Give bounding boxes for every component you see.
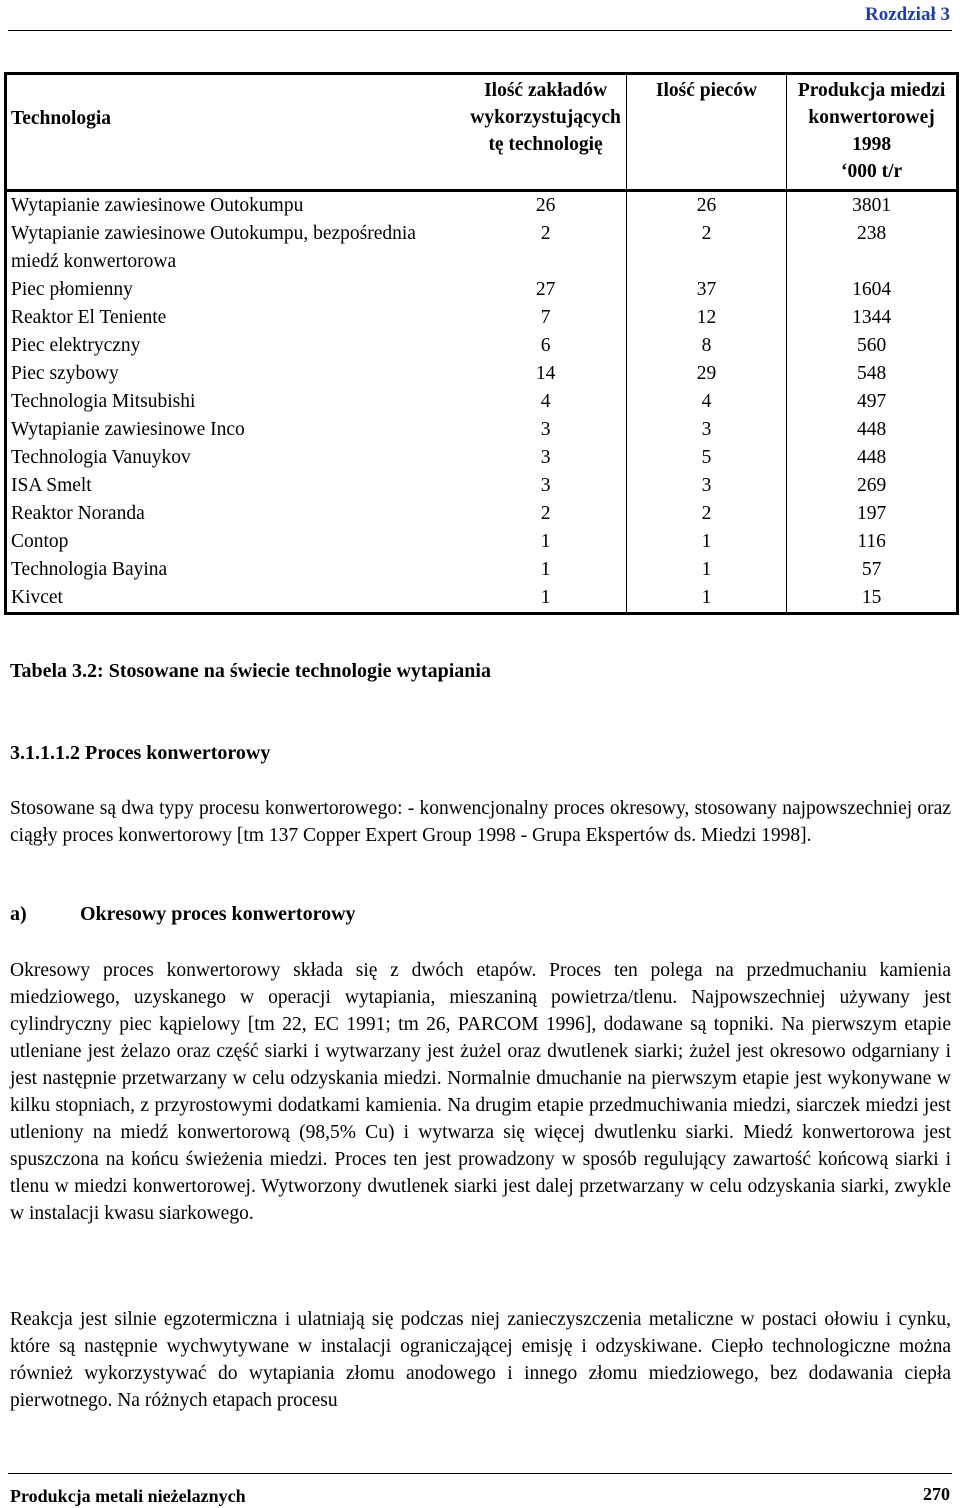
header-production-unit: ‘000 t/r <box>841 161 903 182</box>
table-row <box>6 416 958 444</box>
cell-production: 560 <box>787 332 958 360</box>
table-row <box>6 556 958 584</box>
subsection-title: Okresowy proces konwertorowy <box>80 903 356 925</box>
cell-production: 497 <box>787 388 958 416</box>
paragraph-batch-process: Okresowy proces konwertorowy składa się z dwóch etapów. Proces ten polega na przedmuchaniu kamienia miedziowego, uzyskanego w operacji wytapiania, mieszaniną powietrza/tlenu. Najpowszechniej używany jest cylindryczny piec kąpielowy [tm 22, EC 1991; tm 26, PARCOM 1996], dodawane są topniki. Na pierwszym etapie utleniane jest żelazo oraz część siarki i wytwarzany jest żużel oraz dwutlenek siarki; żużel jest okresowo odgarniany i jest następnie przetwarzany w celu odzyskania miedzi. Normalnie dmuchanie na pierwszym etapie jest wykonywane w kilku stopniach, z przyrostowymi dodatkami kamienia. Na drugim etapie przedmuchiwania miedzi, siarczek miedzi jest utleniony na miedź konwertorową (98,5% Cu) i wytwarza się więcej dwutlenku siarki. Miedź konwertorowa jest spuszczona na końcu świeżenia miedzi. Proces ten jest prowadzony w sposób regulujący zawartość końcową siarki i tlenu w miedzi konwertorowej. Wytworzony dwutlenek siarki jest dalej przetwarzany w celu odzyskania siarki, zwykle w instalacji kwasu siarkowego. <box>10 960 951 1224</box>
cell-plants: 6 <box>540 335 551 356</box>
cell-production: 1344 <box>787 304 958 332</box>
technology-table <box>4 72 959 615</box>
table-row <box>6 388 958 416</box>
table-row <box>6 332 958 360</box>
table-row <box>6 191 958 221</box>
cell-furnaces: 8 <box>626 332 786 360</box>
cell-furnaces: 1 <box>626 584 786 614</box>
header-furnaces: Ilość pieców <box>626 74 786 191</box>
cell-production: 57 <box>787 556 958 584</box>
cell-furnaces: 5 <box>626 444 786 472</box>
cell-furnaces: 3 <box>626 472 786 500</box>
cell-plants: 7 <box>540 307 551 328</box>
cell-technology: Kivcet <box>11 587 63 608</box>
cell-technology: Technologia Vanuykov <box>11 447 191 468</box>
cell-furnaces: 2 <box>626 500 786 528</box>
cell-plants: 2 <box>540 223 551 244</box>
cell-plants: 3 <box>540 419 551 440</box>
header-production <box>787 74 958 191</box>
cell-production: 116 <box>787 528 958 556</box>
table-row <box>6 584 958 614</box>
table-row <box>6 444 958 472</box>
cell-plants: 26 <box>535 195 556 216</box>
cell-furnaces: 29 <box>626 360 786 388</box>
cell-furnaces: 2 <box>626 220 786 276</box>
cell-plants: 4 <box>540 391 551 412</box>
cell-plants: 1 <box>540 587 551 608</box>
cell-technology: Piec szybowy <box>11 363 119 384</box>
cell-technology: Piec elektryczny <box>11 335 141 356</box>
table-caption: Tabela 3.2: Stosowane na świecie technologie wytapiania <box>10 660 491 682</box>
cell-plants: 27 <box>535 279 556 300</box>
header-plants: Ilość zakładów wykorzystujących tę technologię <box>465 74 626 191</box>
cell-furnaces: 1 <box>626 556 786 584</box>
section-heading: 3.1.1.1.2 Proces konwertorowy <box>10 742 271 764</box>
paragraph-reaction: Reakcja jest silnie egzotermiczna i ulatniają się podczas niej zanieczyszczenia metaliczne w postaci ołowiu i cynku, które są następnie wychwytywane w instalacji ograniczającej emisję i odzyskiwane. Ciepło technologiczne można również wykorzystywać do wytapiania złomu anodowego i innego złomu miedziowego, bez dodawania ciepła pierwotnego. Na różnych etapach procesu <box>10 1309 951 1411</box>
cell-production: 238 <box>787 220 958 276</box>
paragraph-intro: Stosowane są dwa typy procesu konwertorowego: - konwencjonalny proces okresowy, stosowany najpowszechniej oraz ciągły proces konwertorowy [tm 137 Copper Expert Group 1998 - Grupa Ekspertów ds. Miedzi 1998]. <box>10 798 951 846</box>
cell-technology: Wytapianie zawiesinowe Outokumpu, bezpośrednia miedź konwertorowa <box>11 223 416 272</box>
cell-furnaces: 26 <box>626 191 786 221</box>
cell-technology: Technologia Mitsubishi <box>11 391 196 412</box>
cell-production: 448 <box>787 444 958 472</box>
table-row <box>6 276 958 304</box>
cell-technology: Wytapianie zawiesinowe Inco <box>11 419 245 440</box>
cell-technology: Contop <box>11 531 69 552</box>
table-row <box>6 220 958 276</box>
cell-production: 548 <box>787 360 958 388</box>
subsection-letter: a) <box>10 903 27 925</box>
footer-title: Produkcja metali nieżelaznych <box>10 1486 246 1506</box>
cell-plants: 14 <box>535 363 556 384</box>
cell-technology: Reaktor El Teniente <box>11 307 167 328</box>
cell-plants: 2 <box>540 503 551 524</box>
cell-technology: Piec płomienny <box>11 279 133 300</box>
table-row <box>6 500 958 528</box>
header-production-main: Produkcja miedzi konwertorowej 1998 <box>797 80 946 155</box>
cell-technology: ISA Smelt <box>11 475 92 496</box>
cell-furnaces: 1 <box>626 528 786 556</box>
cell-plants: 3 <box>540 475 551 496</box>
cell-production: 15 <box>787 584 958 614</box>
table-row <box>6 360 958 388</box>
cell-production: 448 <box>787 416 958 444</box>
table-body <box>6 191 958 614</box>
cell-plants: 1 <box>540 531 551 552</box>
cell-plants: 3 <box>540 447 551 468</box>
cell-production: 197 <box>787 500 958 528</box>
page-number: 270 <box>923 1484 950 1504</box>
cell-production: 269 <box>787 472 958 500</box>
cell-furnaces: 4 <box>626 388 786 416</box>
header-divider <box>8 30 952 31</box>
cell-plants: 1 <box>540 559 551 580</box>
header-technology: Technologia <box>6 74 466 191</box>
subsection-heading <box>10 903 356 926</box>
table-row <box>6 528 958 556</box>
cell-technology: Reaktor Noranda <box>11 503 145 524</box>
table-row <box>6 304 958 332</box>
table-header-row <box>6 74 958 191</box>
table-row <box>6 472 958 500</box>
cell-technology: Wytapianie zawiesinowe Outokumpu <box>11 195 304 216</box>
cell-technology: Technologia Bayina <box>11 559 168 580</box>
chapter-title: Rozdział 3 <box>865 4 950 25</box>
cell-production: 3801 <box>787 191 958 221</box>
cell-furnaces: 37 <box>626 276 786 304</box>
cell-furnaces: 3 <box>626 416 786 444</box>
cell-furnaces: 12 <box>626 304 786 332</box>
footer-divider <box>8 1473 952 1474</box>
cell-production: 1604 <box>787 276 958 304</box>
